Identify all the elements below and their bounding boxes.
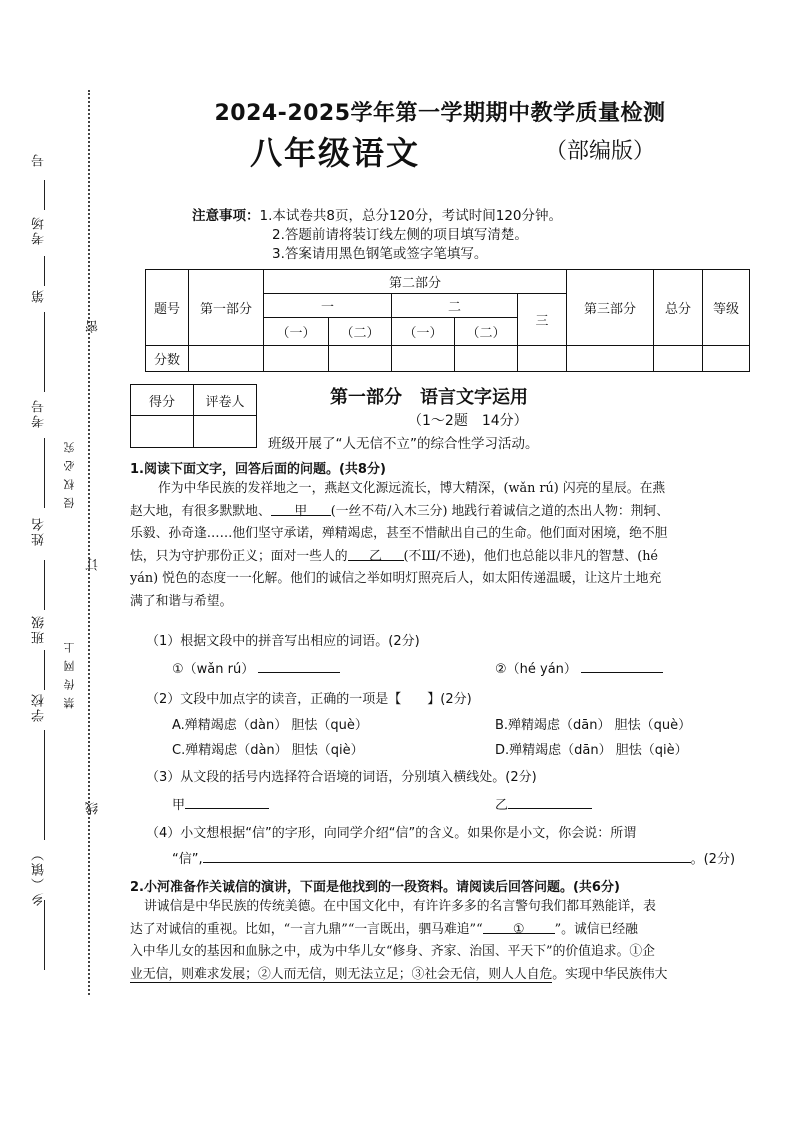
q1-passage-line-6: 满了和谐与希望。 xyxy=(130,593,233,609)
binding-warning-1: 侵 权 必 究 xyxy=(63,440,76,509)
answer-jia[interactable] xyxy=(185,794,269,809)
q1-s3-yi xyxy=(495,794,592,813)
q1-s4-points: 。(2分) xyxy=(690,852,736,867)
score-input-part3[interactable] xyxy=(567,346,654,372)
q1-s1-a xyxy=(172,658,340,677)
q1-stem: 1.阅读下面文字，回答后面的问题。(共8分) xyxy=(130,462,386,477)
notes-label: 注意事项： xyxy=(192,208,260,224)
binding-xiangzhen: 乡（镇） xyxy=(32,846,47,906)
edition-label: （部编版） xyxy=(545,139,656,164)
q1-passage-line-4 xyxy=(130,546,770,569)
q1-passage-l4a: 怯，只为守护那份正义；面对一些人的 xyxy=(130,548,348,564)
grader-name-input[interactable] xyxy=(194,416,257,448)
score-input-sub4[interactable] xyxy=(455,346,518,372)
blank-jia-label: 甲 xyxy=(294,503,308,519)
blank-jia[interactable] xyxy=(271,501,331,519)
option-a[interactable]: A.殚精竭虑（dàn） 胆怯（què） xyxy=(172,718,368,733)
score-input-grade[interactable] xyxy=(703,346,750,372)
answer-xin[interactable] xyxy=(203,848,691,863)
part1-intro: 班级开展了“人无信不立”的综合性学习活动。 xyxy=(268,436,539,452)
binding-dotted-line xyxy=(88,90,90,995)
q1-s1-a-label: ①（wǎn rú） xyxy=(172,662,255,677)
q1-passage-line-5: yán) 悦色的态度一一化解。他们的诚信之举如明灯照亮后人，如太阳传递温暖，让这片土地充 xyxy=(130,571,662,586)
q1-s3-jia-label: 甲 xyxy=(172,798,186,813)
cell-grade: 等级 xyxy=(703,270,750,346)
q1-passage-line-2 xyxy=(130,501,770,524)
binding-warning-2: 禁 传 网 上 xyxy=(63,640,76,709)
note-item-1: 1.本试卷共8页，总分120分，考试时间120分钟。 xyxy=(259,208,563,224)
note-item-3: 3.答案请用黑色钢笔或签字笔填写。 xyxy=(272,246,488,262)
cell-part2: 第二部分 xyxy=(264,270,567,294)
binding-kaochang: 考场 xyxy=(32,215,47,245)
cell-tihao: 题号 xyxy=(146,270,189,346)
binding-banji: 班级 xyxy=(32,614,47,644)
answer-yi[interactable] xyxy=(508,794,592,809)
option-d[interactable]: D.殚精竭虑（dān） 胆怯（qiè） xyxy=(495,743,688,758)
blank-q2-1[interactable] xyxy=(483,919,555,937)
score-input-total[interactable] xyxy=(654,346,703,372)
q2-passage xyxy=(130,896,770,986)
score-input-sub2[interactable] xyxy=(329,346,392,372)
q1-s4: （4）小文想根据“信”的字形，向同学介绍“信”的含义。如果你是小文，你会说：所谓 xyxy=(146,826,637,841)
part1-sub: （1～2题 14分） xyxy=(408,413,528,429)
q2-l4b: ②人而无信，则无法立足； xyxy=(257,966,412,982)
q1-s2: （2）文段中加点字的读音，正确的一项是【 】(2分) xyxy=(146,692,472,707)
answer-heyan[interactable] xyxy=(581,658,663,673)
grader-score-input[interactable] xyxy=(131,416,194,448)
grader-table xyxy=(130,384,257,448)
cell-yi: 一 xyxy=(264,294,392,318)
binding-kaohao: 考号 xyxy=(32,398,47,428)
answer-wanru[interactable] xyxy=(258,658,340,673)
q2-line-2 xyxy=(130,919,770,942)
cell-part1: 第一部分 xyxy=(189,270,264,346)
q2-line-3: 入中华儿女的基因和血脉之中，成为中华儿女“修身、齐家、治国、平天下”的价值追求。①企 xyxy=(130,944,655,959)
part1-title: 第一部分 语言文字运用 xyxy=(330,387,528,408)
subject-title: 八年级语文 xyxy=(250,134,421,172)
cell-sub-2: （二） xyxy=(329,318,392,346)
blank-q2-1-label: ① xyxy=(512,921,525,937)
cell-sub-3: （一） xyxy=(392,318,455,346)
option-c[interactable]: C.殚精竭虑（dàn） 胆怯（qiè） xyxy=(172,743,364,758)
q1-passage-l4b: (不Ш/不逊)，他们也总能以非凡的智慧、(hé xyxy=(403,548,659,564)
q2-l4d: 。实现中华民族伟大 xyxy=(552,966,668,982)
q2-l4c: ③社会无信，则人人自危 xyxy=(411,966,553,982)
blank-yi-label: 乙 xyxy=(369,548,382,564)
score-input-part1[interactable] xyxy=(189,346,264,372)
q1-passage-line-3: 乐毅、孙奇逢……他们坚守承诺，殚精竭虑，甚至不惜献出自己的生命。他们面对困境，绝不胆 xyxy=(130,526,668,541)
q2-line-1: 讲诚信是中华民族的传统美德。在中国文化中，有许许多多的名言警句我们都耳熟能详，表 xyxy=(144,899,656,914)
score-input-sub1[interactable] xyxy=(264,346,329,372)
cell-total: 总分 xyxy=(654,270,703,346)
binding-xian: 线 xyxy=(86,800,101,815)
grader-pingjuanren: 评卷人 xyxy=(194,385,257,416)
notes xyxy=(192,207,562,264)
cell-part3: 第三部分 xyxy=(567,270,654,346)
score-input-sub3[interactable] xyxy=(392,346,455,372)
score-input-san[interactable] xyxy=(518,346,567,372)
cell-sub-4: （二） xyxy=(455,318,518,346)
grader-defen: 得分 xyxy=(131,385,194,416)
binding-xingming: 姓名 xyxy=(32,516,47,546)
blank-yi[interactable] xyxy=(348,546,404,564)
option-b[interactable]: B.殚精竭虑（dān） 胆怯（què） xyxy=(495,718,692,733)
cell-sub-1: （一） xyxy=(264,318,329,346)
q1-s4-label: “信”, xyxy=(172,852,203,867)
q2-l2b: ”。诚信已经融 xyxy=(554,921,638,937)
binding-ding: 订 xyxy=(86,556,101,571)
q1-passage-line-1: 作为中华民族的发祥地之一，燕赵文化源远流长，博大精深，(wǎn rú) 闪亮的星辰。在燕 xyxy=(158,481,666,496)
q1-s1: （1）根据文段中的拼音写出相应的词语。(2分) xyxy=(146,634,420,649)
q1-s3-jia xyxy=(172,794,269,813)
binding-di: 第 xyxy=(32,288,47,303)
binding-xuexiao: 学校 xyxy=(32,692,47,722)
q1-passage-l2a: 赵大地，有很多默默地、 xyxy=(130,503,271,519)
cell-san: 三 xyxy=(518,294,567,346)
q2-line-4 xyxy=(130,964,770,987)
q1-passage xyxy=(130,478,770,613)
binding-hao: 号 xyxy=(32,152,47,167)
exam-title: 2024-2025学年第一学期期中教学质量检测 xyxy=(214,101,666,126)
binding-mi: 密 xyxy=(86,318,101,333)
cell-fenshu: 分数 xyxy=(146,346,189,372)
q1-s1-b xyxy=(495,658,663,677)
q2-l4a: 业无信，则难求发展； xyxy=(130,966,258,982)
q1-s3-yi-label: 乙 xyxy=(495,798,509,813)
q1-s1-b-label: ②（hé yán） xyxy=(495,662,577,677)
note-item-2: 2.答题前请将装订线左侧的项目填写清楚。 xyxy=(272,227,528,243)
q1-s3: （3）从文段的括号内选择符合语境的词语，分别填入横线处。(2分) xyxy=(146,770,537,785)
q2-stem: 2.小河准备作关诚信的演讲，下面是他找到的一段资料。请阅读后回答问题。(共6分) xyxy=(130,880,620,895)
q1-s4-line xyxy=(172,848,735,867)
score-table xyxy=(145,269,750,372)
q1-passage-l2b: (一丝不苟/入木三分) 地践行着诚信之道的杰出人物：荆轲、 xyxy=(330,503,670,519)
cell-er: 二 xyxy=(392,294,518,318)
q2-l2a: 达了对诚信的重视。比如，“一言九鼎”“一言既出，驷马难追”“ xyxy=(130,921,483,937)
